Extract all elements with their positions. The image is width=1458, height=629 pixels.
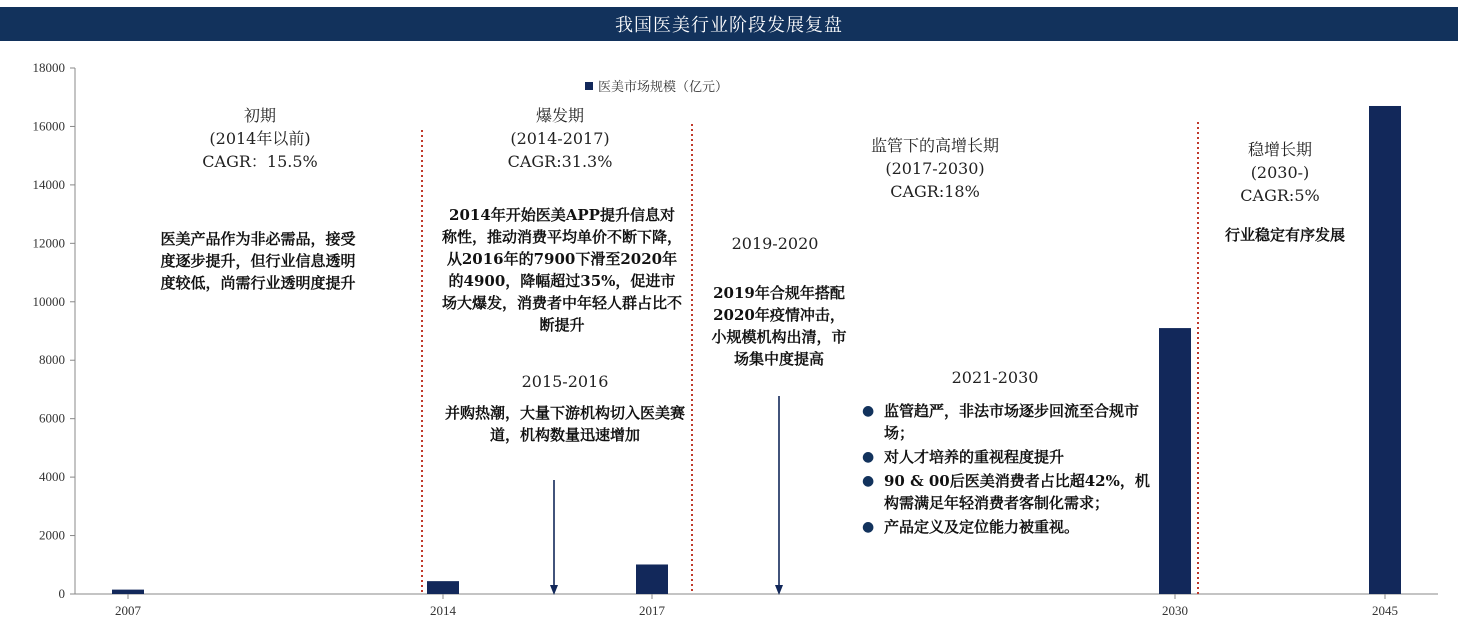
- y-tick-label: 6000: [39, 410, 65, 426]
- phase-name: 爆发期: [535, 106, 584, 125]
- phase-name: 监管下的高增长期: [870, 136, 999, 155]
- sub-period-2015-2016-description: 并购热潮，大量下游机构切入医美赛道，机构数量迅速增加: [444, 404, 685, 444]
- legend-label: 医美市场规模（亿元）: [598, 80, 729, 95]
- y-tick-label: 0: [58, 586, 65, 601]
- y-tick-label: 4000: [39, 469, 65, 485]
- sub-period-2019-2020: 2019-2020: [731, 234, 819, 253]
- x-tick-label: 2017: [639, 603, 665, 618]
- phase-initial: [170, 104, 350, 173]
- bullet-item: ● 监管趋严，非法市场逐步回流至合规市场；: [860, 400, 1150, 444]
- bar-2014: [427, 581, 459, 594]
- phase-regulated-growth: [840, 134, 1030, 203]
- y-tick-label: 8000: [39, 352, 65, 368]
- y-tick-label: 12000: [32, 235, 65, 251]
- bar-2017: [636, 564, 668, 594]
- phase-initial-description: 医美产品作为非必需品，接受度逐步提升，但行业信息透明度较低，尚需行业透明度提升: [160, 230, 356, 292]
- phase-cagr: CAGR:5%: [1240, 186, 1320, 205]
- phase-period: (2030-): [1250, 163, 1310, 182]
- sub-period-2021-2030-bullets: [860, 400, 1150, 540]
- phase-burst: [470, 104, 650, 173]
- y-tick-label: 16000: [32, 118, 65, 134]
- bullet-item: ● 90 & 00后医美消费者占比超42%，机构需满足年轻消费者客制化需求；: [860, 470, 1150, 514]
- phase-cagr: CAGR：15.5%: [202, 152, 318, 171]
- phase-cagr: CAGR:31.3%: [507, 152, 613, 171]
- sub-period-2021-2030: 2021-2030: [951, 368, 1039, 387]
- phase-steady-growth-description: 行业稳定有序发展: [1224, 226, 1345, 244]
- page-title: 我国医美行业阶段发展复盘: [0, 7, 1458, 41]
- phase-burst-description: 2014年开始医美APP提升信息对称性，推动消费平均单价不断下降，从2016年的7900下滑至2020年的4900，降幅超过35%，促进市场大爆发，消费者中年轻人群占比不断提升: [442, 206, 683, 334]
- chart-legend: [585, 76, 728, 95]
- y-tick-label: 18000: [32, 60, 65, 75]
- phase-period: (2014年以前): [209, 129, 311, 148]
- bar-2045: [1369, 106, 1401, 594]
- y-tick-label: 10000: [32, 293, 65, 309]
- x-tick-label: 2014: [430, 603, 456, 618]
- legend-swatch: [585, 82, 593, 90]
- x-tick-label: 2007: [115, 603, 141, 618]
- bar-2007: [112, 590, 144, 594]
- phase-cagr: CAGR:18%: [890, 182, 980, 201]
- sub-period-2015-2016: 2015-2016: [521, 372, 609, 391]
- bullet-item: ● 对人才培养的重视程度提升: [860, 446, 1150, 468]
- x-tick-label: 2045: [1372, 603, 1398, 618]
- bullet-item: ● 产品定义及定位能力被重视。: [860, 516, 1150, 538]
- y-tick-label: 14000: [32, 176, 65, 192]
- phase-period: (2017-2030): [885, 159, 985, 178]
- x-tick-label: 2030: [1162, 603, 1188, 618]
- sub-period-2019-2020-description: 2019年合规年搭配2020年疫情冲击，小规模机构出清，市场集中度提高: [711, 284, 847, 368]
- bar-2030: [1159, 328, 1191, 594]
- y-tick-label: 2000: [39, 527, 65, 543]
- phase-steady-growth: [1205, 138, 1355, 207]
- phase-name: 初期: [243, 106, 276, 125]
- phase-name: 稳增长期: [1247, 140, 1312, 159]
- phase-period: (2014-2017): [510, 129, 610, 148]
